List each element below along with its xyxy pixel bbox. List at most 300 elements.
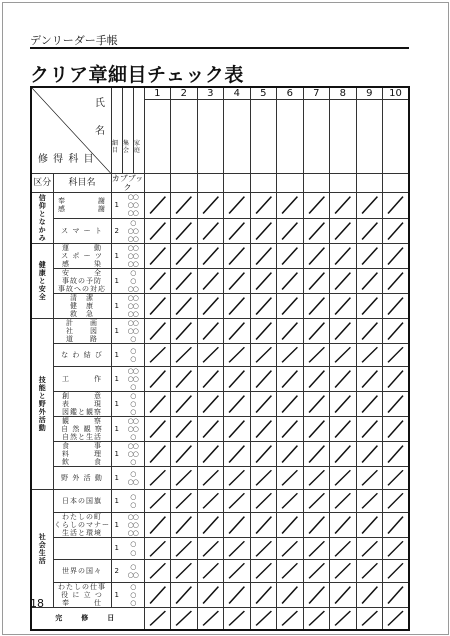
check-cell[interactable] [330, 293, 357, 318]
check-cell[interactable] [303, 344, 330, 367]
check-cell[interactable] [330, 417, 357, 442]
subject-line: 料 理 [62, 450, 102, 459]
check-cell[interactable] [330, 218, 357, 243]
check-cell[interactable] [171, 560, 198, 583]
check-cell[interactable] [383, 391, 410, 416]
table-row [31, 442, 409, 467]
check-cell[interactable] [356, 560, 383, 583]
check-cell[interactable] [277, 293, 304, 318]
check-cell[interactable] [356, 268, 383, 293]
check-cell[interactable] [356, 489, 383, 512]
col-header-empty [383, 174, 410, 193]
subject-name [53, 218, 111, 243]
check-cell[interactable] [383, 243, 410, 268]
check-cell[interactable] [277, 512, 304, 537]
check-cell[interactable] [250, 582, 277, 607]
subject-name [53, 512, 111, 537]
check-cell[interactable] [171, 366, 198, 391]
check-cell[interactable] [250, 193, 277, 218]
check-cell[interactable] [303, 467, 330, 490]
check-cell[interactable] [330, 344, 357, 367]
check-cell[interactable] [277, 582, 304, 607]
cubbook-number: 1 [111, 417, 122, 442]
member-col-4[interactable] [224, 87, 251, 174]
name-char-1: 氏 [95, 98, 105, 109]
check-cell[interactable] [277, 193, 304, 218]
subject-name [53, 268, 111, 293]
check-cell[interactable] [144, 467, 171, 490]
completion-date-cell[interactable] [330, 608, 357, 630]
member-col-6[interactable] [277, 87, 304, 174]
subject-name [53, 293, 111, 318]
member-col-10[interactable] [383, 87, 410, 174]
check-cell[interactable] [224, 268, 251, 293]
check-cell[interactable] [303, 391, 330, 416]
cubbook-number: 1 [111, 268, 122, 293]
check-cell[interactable] [224, 218, 251, 243]
check-cell[interactable] [356, 243, 383, 268]
check-cell[interactable] [224, 467, 251, 490]
subject-name [53, 391, 111, 416]
table-row [31, 391, 409, 416]
table-row [31, 344, 409, 367]
check-cell[interactable] [303, 243, 330, 268]
subject-name [53, 560, 111, 583]
check-cell[interactable] [356, 319, 383, 344]
check-cell[interactable] [277, 442, 304, 467]
subject-line: 奉 仕 [62, 598, 102, 607]
cubbook-number: 1 [111, 293, 122, 318]
member-col-2[interactable] [171, 87, 198, 174]
cubbook-number: 1 [111, 319, 122, 344]
check-cell[interactable] [171, 391, 198, 416]
cubbook-number: 1 [111, 243, 122, 268]
check-cell[interactable] [144, 537, 171, 560]
check-cell[interactable] [250, 366, 277, 391]
col-number: 8 [330, 88, 356, 100]
running-header: デンリーダー手帳 [30, 34, 118, 47]
check-cell[interactable] [303, 319, 330, 344]
check-cell[interactable] [144, 512, 171, 537]
table-row [31, 537, 409, 560]
check-cell[interactable] [171, 489, 198, 512]
subject-line: 運 動 [62, 243, 102, 252]
cubbook-number: 1 [111, 366, 122, 391]
check-cell[interactable] [383, 218, 410, 243]
mark-label: 細目 [111, 140, 118, 154]
completion-date-cell[interactable] [250, 608, 277, 630]
check-cell[interactable] [144, 582, 171, 607]
check-cell[interactable] [383, 293, 410, 318]
subject-name [53, 417, 111, 442]
subject-line: 社 図 [66, 327, 98, 336]
check-cell[interactable] [250, 218, 277, 243]
subject-line: ス ポ ー ツ [61, 251, 103, 260]
cubbook-number: 1 [111, 391, 122, 416]
check-cell[interactable] [197, 489, 224, 512]
check-cell[interactable] [303, 489, 330, 512]
check-cell[interactable] [330, 512, 357, 537]
requirement-circles: ○○ ○○ ○ [122, 442, 144, 467]
check-cell[interactable] [171, 582, 198, 607]
check-cell[interactable] [197, 442, 224, 467]
table-row [31, 243, 409, 268]
requirement-circles: ○ ○○ ○○ [122, 218, 144, 243]
check-cell[interactable] [303, 537, 330, 560]
member-col-3[interactable] [197, 87, 224, 174]
check-cell[interactable] [144, 442, 171, 467]
check-cell[interactable] [224, 560, 251, 583]
completion-date-cell[interactable] [356, 608, 383, 630]
check-cell[interactable] [224, 417, 251, 442]
check-cell[interactable] [171, 268, 198, 293]
check-cell[interactable] [171, 512, 198, 537]
table-row [31, 489, 409, 512]
check-cell[interactable] [224, 319, 251, 344]
check-cell[interactable] [330, 268, 357, 293]
check-cell[interactable] [171, 344, 198, 367]
check-cell[interactable] [330, 489, 357, 512]
col-number: 4 [224, 88, 250, 100]
col-number: 10 [383, 88, 408, 100]
member-col-8[interactable] [330, 87, 357, 174]
check-cell[interactable] [250, 243, 277, 268]
check-cell[interactable] [277, 467, 304, 490]
check-cell[interactable] [144, 417, 171, 442]
subject-line: 世界の国々 [62, 567, 102, 576]
check-cell[interactable] [144, 193, 171, 218]
check-cell[interactable] [250, 391, 277, 416]
check-cell[interactable] [277, 344, 304, 367]
subject-name [53, 467, 111, 490]
subject-line: わたしの町 [62, 512, 102, 521]
completion-date-cell[interactable] [171, 608, 198, 630]
col-header-empty [224, 174, 251, 193]
check-cell[interactable] [356, 366, 383, 391]
check-cell[interactable] [144, 560, 171, 583]
requirement-circles: ○○ ○○ ○ [122, 417, 144, 442]
check-cell[interactable] [356, 344, 383, 367]
subject-name [53, 344, 111, 367]
group-name: 信仰となかみ [38, 194, 47, 243]
check-cell[interactable] [144, 391, 171, 416]
check-cell[interactable] [224, 442, 251, 467]
col-number: 7 [304, 88, 330, 100]
check-cell[interactable] [197, 344, 224, 367]
check-cell[interactable] [277, 537, 304, 560]
check-cell[interactable] [224, 512, 251, 537]
subject-line: 感 謝 [58, 205, 106, 214]
subject-line: わたしの仕事 [58, 582, 106, 591]
check-cell[interactable] [383, 489, 410, 512]
col-header-empty [197, 174, 224, 193]
completion-date-cell[interactable] [144, 608, 171, 630]
subject-name [53, 582, 111, 607]
check-cell[interactable] [171, 218, 198, 243]
mark-label: 集会 [122, 140, 129, 154]
subject-name [53, 319, 111, 344]
check-cell[interactable] [224, 366, 251, 391]
requirement-circles: ○ ○ ○ [122, 582, 144, 607]
requirement-circles: ○○ ○○ ○○ [122, 193, 144, 218]
check-cell[interactable] [144, 268, 171, 293]
check-cell[interactable] [383, 467, 410, 490]
check-cell[interactable] [356, 293, 383, 318]
check-cell[interactable] [197, 293, 224, 318]
check-cell[interactable] [197, 319, 224, 344]
completion-date-cell[interactable] [383, 608, 410, 630]
col-header-empty [330, 174, 357, 193]
col-number: 2 [171, 88, 197, 100]
page-title: クリア章細目チェック表 [30, 64, 244, 86]
check-cell[interactable] [330, 442, 357, 467]
check-cell[interactable] [144, 344, 171, 367]
check-cell[interactable] [330, 560, 357, 583]
subject-line: な わ 結 び [61, 351, 103, 360]
check-cell[interactable] [197, 537, 224, 560]
name-char-2: 名 [95, 126, 105, 137]
table-row [31, 512, 409, 537]
completion-date-cell[interactable] [303, 608, 330, 630]
check-cell[interactable] [144, 243, 171, 268]
check-cell[interactable] [171, 193, 198, 218]
check-cell[interactable] [383, 268, 410, 293]
subject-name [53, 489, 111, 512]
completion-date-cell[interactable] [197, 608, 224, 630]
member-col-7[interactable] [303, 87, 330, 174]
subject-line: 安 全 [62, 268, 102, 277]
check-cell[interactable] [197, 243, 224, 268]
check-cell[interactable] [330, 319, 357, 344]
cubbook-number: 1 [111, 442, 122, 467]
subject-line: 飲 食 [62, 458, 102, 467]
subject-line: 創 意 [62, 392, 102, 401]
check-cell[interactable] [277, 218, 304, 243]
subject-name [53, 537, 111, 560]
subject-name [53, 193, 111, 218]
cubbook-number: 2 [111, 560, 122, 583]
check-cell[interactable] [356, 218, 383, 243]
member-col-1[interactable] [144, 87, 171, 174]
check-cell[interactable] [303, 560, 330, 583]
check-cell[interactable] [356, 391, 383, 416]
check-cell[interactable] [250, 489, 277, 512]
table-row [31, 293, 409, 318]
group-name: 技能と野外活動 [38, 376, 47, 433]
check-cell[interactable] [383, 560, 410, 583]
check-cell[interactable] [171, 293, 198, 318]
check-cell[interactable] [303, 218, 330, 243]
check-cell[interactable] [303, 268, 330, 293]
col-number: 5 [251, 88, 277, 100]
check-cell[interactable] [277, 243, 304, 268]
check-cell[interactable] [383, 442, 410, 467]
check-cell[interactable] [383, 512, 410, 537]
check-cell[interactable] [144, 293, 171, 318]
check-cell[interactable] [224, 344, 251, 367]
mark-col-0 [111, 87, 122, 174]
check-cell[interactable] [303, 512, 330, 537]
requirement-circles: ○○ ○○ ○○ [122, 243, 144, 268]
group-name: 健康と安全 [38, 260, 47, 301]
check-cell[interactable] [277, 560, 304, 583]
check-cell[interactable] [197, 366, 224, 391]
col-header-empty [250, 174, 277, 193]
col-header-empty [277, 174, 304, 193]
check-cell[interactable] [197, 582, 224, 607]
member-col-5[interactable] [250, 87, 277, 174]
check-cell[interactable] [197, 467, 224, 490]
check-cell[interactable] [197, 218, 224, 243]
check-cell[interactable] [356, 582, 383, 607]
col-header-empty [171, 174, 198, 193]
check-cell[interactable] [383, 344, 410, 367]
check-cell[interactable] [356, 193, 383, 218]
col-number: 9 [357, 88, 383, 100]
subject-line: 野 外 活 動 [61, 474, 103, 483]
diagonal-header-cell [31, 87, 111, 174]
requirement-circles: ○ ○ ○○ [122, 268, 144, 293]
check-cell[interactable] [224, 193, 251, 218]
check-cell[interactable] [277, 391, 304, 416]
check-cell[interactable] [356, 467, 383, 490]
check-cell[interactable] [250, 344, 277, 367]
table-row [31, 560, 409, 583]
col-header-kubun: 区分 [31, 174, 53, 193]
cubbook-number: 1 [111, 467, 122, 490]
check-cell[interactable] [330, 193, 357, 218]
group-label [31, 489, 53, 607]
subject-line: 自然と生活 [62, 433, 102, 442]
check-cell[interactable] [277, 268, 304, 293]
requirement-circles: ○ ○○ [122, 560, 144, 583]
check-cell[interactable] [277, 417, 304, 442]
check-cell[interactable] [224, 582, 251, 607]
check-cell[interactable] [197, 560, 224, 583]
subject-line: 道 路 [66, 335, 98, 344]
check-cell[interactable] [383, 417, 410, 442]
check-cell[interactable] [250, 467, 277, 490]
check-cell[interactable] [356, 417, 383, 442]
check-cell[interactable] [171, 319, 198, 344]
check-cell[interactable] [250, 293, 277, 318]
check-table [30, 86, 410, 631]
check-cell[interactable] [277, 489, 304, 512]
completion-date-cell[interactable] [277, 608, 304, 630]
table-row [31, 366, 409, 391]
check-cell[interactable] [144, 366, 171, 391]
requirement-circles: ○○ ○○ ○○ [122, 293, 144, 318]
check-cell[interactable] [303, 193, 330, 218]
check-cell[interactable] [144, 218, 171, 243]
check-cell[interactable] [383, 319, 410, 344]
check-cell[interactable] [250, 537, 277, 560]
check-cell[interactable] [383, 366, 410, 391]
check-cell[interactable] [356, 512, 383, 537]
member-col-9[interactable] [356, 87, 383, 174]
cubbook-number: 1 [111, 537, 122, 560]
check-cell[interactable] [144, 319, 171, 344]
completion-date-cell[interactable] [224, 608, 251, 630]
subject-line: 奉 謝 [58, 197, 106, 206]
check-cell[interactable] [330, 391, 357, 416]
check-cell[interactable] [224, 489, 251, 512]
check-cell[interactable] [171, 243, 198, 268]
check-cell[interactable] [250, 319, 277, 344]
check-cell[interactable] [383, 582, 410, 607]
check-cell[interactable] [197, 193, 224, 218]
check-cell[interactable] [197, 417, 224, 442]
check-cell[interactable] [277, 319, 304, 344]
subject-name [53, 366, 111, 391]
cubbook-number: 1 [111, 344, 122, 367]
check-cell[interactable] [224, 293, 251, 318]
check-cell[interactable] [383, 193, 410, 218]
group-name: 社会生活 [38, 532, 47, 565]
cubbook-number: 1 [111, 582, 122, 607]
check-cell[interactable] [330, 467, 357, 490]
check-cell[interactable] [171, 467, 198, 490]
check-cell[interactable] [197, 512, 224, 537]
check-cell[interactable] [277, 366, 304, 391]
check-cell[interactable] [250, 268, 277, 293]
subject-line: 図鑑と観察 [62, 408, 102, 417]
check-cell[interactable] [303, 366, 330, 391]
check-cell[interactable] [171, 537, 198, 560]
subject-line: 救 急 [70, 310, 94, 318]
check-cell[interactable] [250, 560, 277, 583]
check-cell[interactable] [356, 537, 383, 560]
check-cell[interactable] [224, 537, 251, 560]
check-cell[interactable] [303, 442, 330, 467]
check-cell[interactable] [330, 366, 357, 391]
subject-line: 工 作 [62, 374, 102, 383]
subject-line: くらしのマナー [54, 520, 110, 529]
check-cell[interactable] [171, 442, 198, 467]
subject-line: 計 画 [66, 319, 98, 328]
check-cell[interactable] [250, 417, 277, 442]
check-cell[interactable] [224, 243, 251, 268]
check-cell[interactable] [171, 417, 198, 442]
check-cell[interactable] [197, 391, 224, 416]
table-row [31, 319, 409, 344]
subject-label: 修 得 科 目 [38, 154, 95, 165]
check-cell[interactable] [356, 442, 383, 467]
check-cell[interactable] [303, 582, 330, 607]
check-cell[interactable] [330, 243, 357, 268]
group-label [31, 193, 53, 243]
subject-line: 役 に 立 つ [61, 590, 103, 599]
requirement-circles: ○ ○ [122, 537, 144, 560]
check-cell[interactable] [303, 417, 330, 442]
cubbook-number: 1 [111, 489, 122, 512]
check-cell[interactable] [250, 442, 277, 467]
check-cell[interactable] [250, 512, 277, 537]
requirement-circles: ○○ ○○ ○○ [122, 512, 144, 537]
check-cell[interactable] [144, 489, 171, 512]
check-cell[interactable] [303, 293, 330, 318]
check-cell[interactable] [330, 537, 357, 560]
cubbook-number: 2 [111, 218, 122, 243]
subject-line: 事故への対応 [58, 284, 106, 293]
table-row [31, 268, 409, 293]
check-cell[interactable] [224, 391, 251, 416]
check-cell[interactable] [330, 582, 357, 607]
check-cell[interactable] [197, 268, 224, 293]
col-header-subject: 科目名 [53, 174, 111, 193]
check-cell[interactable] [383, 537, 410, 560]
subject-line: ス マ ー ト [61, 226, 103, 235]
